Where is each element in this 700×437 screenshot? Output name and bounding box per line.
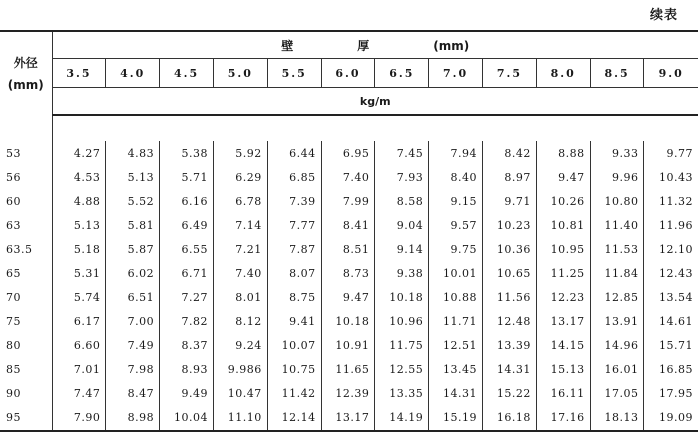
weight-cell: 7.98 xyxy=(106,357,160,381)
weight-cell: 18.13 xyxy=(590,405,644,431)
weight-cell: 5.38 xyxy=(160,141,214,165)
weight-cell: 7.49 xyxy=(106,333,160,357)
continued-label: 续表 xyxy=(649,8,678,23)
weight-cell: 5.31 xyxy=(52,261,106,285)
steel-pipe-weight-table xyxy=(0,30,698,432)
weight-cell: 19.09 xyxy=(644,405,698,431)
weight-cell: 10.18 xyxy=(375,285,429,309)
weight-cell: 14.19 xyxy=(375,405,429,431)
thickness-header-cell: 5.0 xyxy=(213,59,267,88)
weight-cell: 10.43 xyxy=(644,165,698,189)
weight-cell: 11.96 xyxy=(644,213,698,237)
weight-cell: 11.75 xyxy=(375,333,429,357)
outer-diameter-cell: 90 xyxy=(6,386,21,400)
weight-cell: 14.31 xyxy=(429,381,483,405)
table-row xyxy=(0,237,698,261)
weight-cell: 7.87 xyxy=(267,237,321,261)
table-row xyxy=(0,309,698,333)
weight-cell: 9.49 xyxy=(160,381,214,405)
weight-cell: 13.17 xyxy=(321,405,375,431)
weight-cell: 16.01 xyxy=(590,357,644,381)
outer-diameter-cell: 65 xyxy=(6,266,21,280)
weight-cell: 10.96 xyxy=(375,309,429,333)
table-row xyxy=(0,213,698,237)
weight-cell: 8.51 xyxy=(321,237,375,261)
weight-cell: 14.31 xyxy=(483,357,537,381)
weight-cell: 5.81 xyxy=(106,213,160,237)
weight-cell: 15.71 xyxy=(644,333,698,357)
weight-cell: 6.16 xyxy=(160,189,214,213)
weight-cell: 11.65 xyxy=(321,357,375,381)
weight-cell: 7.77 xyxy=(267,213,321,237)
weight-cell: 6.17 xyxy=(52,309,106,333)
weight-cell: 5.13 xyxy=(106,165,160,189)
weight-cell: 12.55 xyxy=(375,357,429,381)
weight-cell: 10.36 xyxy=(483,237,537,261)
weight-cell: 8.88 xyxy=(536,141,590,165)
spacer-cell xyxy=(0,115,52,141)
weight-cell: 15.22 xyxy=(483,381,537,405)
thickness-header-cell: 4.0 xyxy=(106,59,160,88)
weight-cell: 7.93 xyxy=(375,165,429,189)
od-label: 外径 xyxy=(13,55,38,70)
weight-cell: 6.02 xyxy=(106,261,160,285)
outer-diameter-cell: 63 xyxy=(6,218,21,232)
weight-cell: 4.83 xyxy=(106,141,160,165)
weight-cell: 10.81 xyxy=(536,213,590,237)
weight-cell: 10.88 xyxy=(429,285,483,309)
weight-cell: 5.71 xyxy=(160,165,214,189)
thickness-header-cell: 5.5 xyxy=(267,59,321,88)
thickness-header-cell: 6.5 xyxy=(375,59,429,88)
weight-cell: 6.78 xyxy=(213,189,267,213)
weight-cell: 15.13 xyxy=(536,357,590,381)
weight-cell: 6.49 xyxy=(160,213,214,237)
weight-cell: 8.01 xyxy=(213,285,267,309)
weight-cell: 5.74 xyxy=(52,285,106,309)
weight-cell: 8.12 xyxy=(213,309,267,333)
outer-diameter-cell: 56 xyxy=(6,170,21,184)
table-row xyxy=(0,189,698,213)
weight-cell: 9.38 xyxy=(375,261,429,285)
table-row xyxy=(0,165,698,189)
weight-cell: 5.18 xyxy=(52,237,106,261)
weight-cell: 5.92 xyxy=(213,141,267,165)
weight-cell: 8.75 xyxy=(267,285,321,309)
weight-cell: 11.84 xyxy=(590,261,644,285)
weight-cell: 16.85 xyxy=(644,357,698,381)
weight-cell: 9.77 xyxy=(644,141,698,165)
weight-cell: 5.87 xyxy=(106,237,160,261)
outer-diameter-cell: 60 xyxy=(6,194,21,208)
weight-cell: 11.53 xyxy=(590,237,644,261)
weight-cell: 6.95 xyxy=(321,141,375,165)
weight-cell: 15.19 xyxy=(429,405,483,431)
wall-char-2: 厚 xyxy=(357,38,370,53)
weight-cell: 6.44 xyxy=(267,141,321,165)
weight-cell: 7.99 xyxy=(321,189,375,213)
thickness-header-cell: 8.5 xyxy=(590,59,644,88)
weight-cell: 10.75 xyxy=(267,357,321,381)
weight-cell: 4.53 xyxy=(52,165,106,189)
thickness-header-cell: 4.5 xyxy=(160,59,214,88)
weight-cell: 8.41 xyxy=(321,213,375,237)
outer-diameter-cell: 53 xyxy=(6,146,21,160)
weight-cell: 13.91 xyxy=(590,309,644,333)
weight-cell: 9.57 xyxy=(429,213,483,237)
weight-cell: 12.23 xyxy=(536,285,590,309)
weight-cell: 11.32 xyxy=(644,189,698,213)
od-header xyxy=(0,31,52,115)
weight-cell: 10.47 xyxy=(213,381,267,405)
weight-cell: 12.48 xyxy=(483,309,537,333)
outer-diameter-cell: 85 xyxy=(6,362,21,376)
weight-cell: 16.11 xyxy=(536,381,590,405)
weight-cell: 5.13 xyxy=(52,213,106,237)
table-row xyxy=(0,285,698,309)
weight-cell: 9.41 xyxy=(267,309,321,333)
thickness-header-cell: 7.0 xyxy=(429,59,483,88)
weight-cell: 11.40 xyxy=(590,213,644,237)
weight-cell: 14.15 xyxy=(536,333,590,357)
weight-cell: 6.55 xyxy=(160,237,214,261)
weight-cell: 12.51 xyxy=(429,333,483,357)
weight-cell: 9.986 xyxy=(213,357,267,381)
wall-thickness-header xyxy=(52,31,698,59)
thickness-header-cell: 9.0 xyxy=(644,59,698,88)
weight-cell: 12.39 xyxy=(321,381,375,405)
weight-cell: 9.24 xyxy=(213,333,267,357)
weight-cell: 8.47 xyxy=(106,381,160,405)
weight-cell: 7.21 xyxy=(213,237,267,261)
weight-cell: 8.40 xyxy=(429,165,483,189)
thickness-header-cell: 7.5 xyxy=(483,59,537,88)
weight-cell: 10.65 xyxy=(483,261,537,285)
weight-cell: 12.10 xyxy=(644,237,698,261)
weight-cell: 8.07 xyxy=(267,261,321,285)
weight-cell: 13.45 xyxy=(429,357,483,381)
weight-cell: 7.82 xyxy=(160,309,214,333)
thickness-row xyxy=(0,59,698,88)
weight-cell: 12.85 xyxy=(590,285,644,309)
weight-cell: 12.14 xyxy=(267,405,321,431)
weight-cell: 9.47 xyxy=(321,285,375,309)
table-row xyxy=(0,381,698,405)
weight-cell: 7.40 xyxy=(321,165,375,189)
weight-cell: 7.01 xyxy=(52,357,106,381)
weight-cell: 10.04 xyxy=(160,405,214,431)
table-row xyxy=(0,357,698,381)
outer-diameter-cell: 63.5 xyxy=(6,242,33,256)
weight-cell: 10.80 xyxy=(590,189,644,213)
weight-cell: 11.42 xyxy=(267,381,321,405)
thickness-header-cell: 3.5 xyxy=(52,59,106,88)
outer-diameter-cell: 95 xyxy=(0,405,52,431)
weight-cell: 10.91 xyxy=(321,333,375,357)
weight-cell: 10.23 xyxy=(483,213,537,237)
weight-cell: 11.56 xyxy=(483,285,537,309)
weight-cell: 9.47 xyxy=(536,165,590,189)
weight-cell: 8.73 xyxy=(321,261,375,285)
weight-cell: 13.54 xyxy=(644,285,698,309)
weight-cell: 11.25 xyxy=(536,261,590,285)
weight-cell: 6.60 xyxy=(52,333,106,357)
weight-cell: 8.58 xyxy=(375,189,429,213)
weight-cell: 11.10 xyxy=(213,405,267,431)
weight-cell: 6.85 xyxy=(267,165,321,189)
weight-cell: 7.39 xyxy=(267,189,321,213)
weight-cell: 10.01 xyxy=(429,261,483,285)
weight-cell: 6.29 xyxy=(213,165,267,189)
weight-cell: 10.95 xyxy=(536,237,590,261)
weight-cell: 8.42 xyxy=(483,141,537,165)
wall-unit: (mm) xyxy=(433,38,470,53)
table-row xyxy=(0,333,698,357)
weight-cell: 17.95 xyxy=(644,381,698,405)
weight-cell: 10.18 xyxy=(321,309,375,333)
thickness-header-cell: 6.0 xyxy=(321,59,375,88)
table-row xyxy=(0,405,698,431)
weight-cell: 9.96 xyxy=(590,165,644,189)
weight-cell: 9.75 xyxy=(429,237,483,261)
weight-cell: 9.15 xyxy=(429,189,483,213)
unit-header: kg/m xyxy=(52,88,698,116)
wall-char-1: 壁 xyxy=(281,38,294,53)
spacer-cell xyxy=(52,115,698,141)
weight-cell: 8.97 xyxy=(483,165,537,189)
weight-cell: 10.07 xyxy=(267,333,321,357)
weight-cell: 4.27 xyxy=(52,141,106,165)
weight-cell: 7.27 xyxy=(160,285,214,309)
thickness-header-cell: 8.0 xyxy=(536,59,590,88)
weight-cell: 7.45 xyxy=(375,141,429,165)
weight-cell: 11.71 xyxy=(429,309,483,333)
weight-cell: 7.14 xyxy=(213,213,267,237)
table-body xyxy=(0,141,698,431)
weight-cell: 8.37 xyxy=(160,333,214,357)
weight-cell: 7.40 xyxy=(213,261,267,285)
weight-cell: 13.39 xyxy=(483,333,537,357)
weight-cell: 10.26 xyxy=(536,189,590,213)
weight-cell: 7.47 xyxy=(52,381,106,405)
weight-cell: 5.52 xyxy=(106,189,160,213)
od-unit: (mm) xyxy=(7,77,44,92)
weight-cell: 13.17 xyxy=(536,309,590,333)
weight-cell: 9.14 xyxy=(375,237,429,261)
weight-cell: 14.96 xyxy=(590,333,644,357)
weight-cell: 17.05 xyxy=(590,381,644,405)
weight-cell: 9.33 xyxy=(590,141,644,165)
weight-cell: 7.00 xyxy=(106,309,160,333)
weight-cell: 8.98 xyxy=(106,405,160,431)
weight-cell: 8.93 xyxy=(160,357,214,381)
weight-cell: 16.18 xyxy=(483,405,537,431)
weight-cell: 17.16 xyxy=(536,405,590,431)
weight-cell: 14.61 xyxy=(644,309,698,333)
weight-cell: 6.51 xyxy=(106,285,160,309)
weight-cell: 12.43 xyxy=(644,261,698,285)
table-row xyxy=(0,261,698,285)
weight-cell: 13.35 xyxy=(375,381,429,405)
weight-cell: 9.71 xyxy=(483,189,537,213)
weight-cell: 7.90 xyxy=(52,405,106,431)
outer-diameter-cell: 70 xyxy=(6,290,21,304)
table-row xyxy=(0,141,698,165)
weight-cell: 7.94 xyxy=(429,141,483,165)
weight-cell: 9.04 xyxy=(375,213,429,237)
weight-cell: 4.88 xyxy=(52,189,106,213)
outer-diameter-cell: 75 xyxy=(6,314,21,328)
outer-diameter-cell: 80 xyxy=(6,338,21,352)
weight-cell: 6.71 xyxy=(160,261,214,285)
